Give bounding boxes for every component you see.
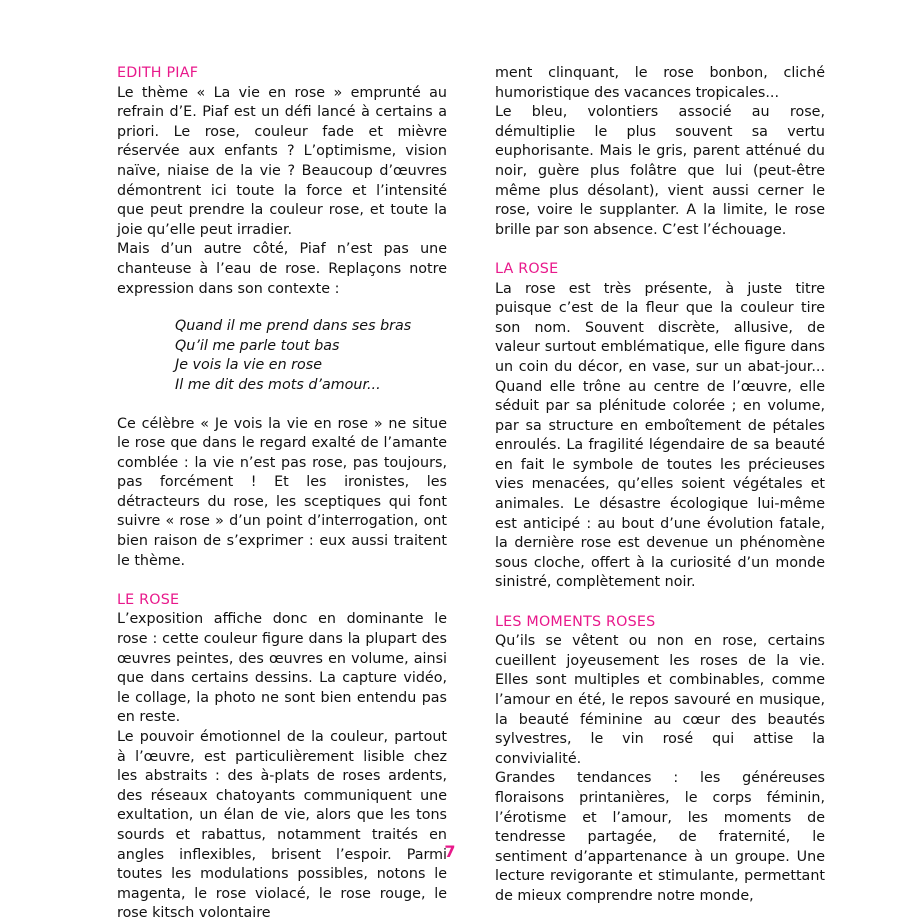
paragraph: Grandes tendances : les généreuses floraisons printanières, le corps féminin, l’érotisme et l’amour, les moments de tendresse partagée, de fraternité, le sentiment d’appartenance à un groupe. Une lecture revigorante et stimulante, permettant de mieux comprendre notre monde, — [495, 770, 825, 904]
paragraph: Qu’ils se vêtent ou non en rose, certains cueillent joyeusement les roses de la vie. Elles sont multiples et combinables, comme l’amour en été, le repos savouré en musique, la beauté féminine au cœur des beautés sylvestres, le vin rosé qui attise la convivialité. — [495, 633, 825, 767]
section-heading-la-rose: LA ROSE — [495, 260, 559, 277]
poem-line: Il me dit des mots d’amour... — [175, 376, 381, 393]
poem-line: Je vois la vie en rose — [175, 357, 323, 374]
left-column — [117, 64, 447, 924]
paragraph: La rose est très présente, à juste titre puisque c’est de la fleur que la couleur tire son nom. Souvent discrète, allusive, de valeur surtout emblématique, elle figure dans un coin du décor, en vase, sur un abat-jour... Quand elle trône au centre de l’œuvre, elle séduit par sa plénitude colorée ; en volume, par sa structure en emboîtement de pétales enroulés. La fragilité légendaire de sa beauté en fait le symbole de toutes les précieuses vies menacées, qu’elles soient végétales et animales. Le désastre écologique lui-même est anticipé : au bout d’une évolution fatale, la dernière rose est devenue un phénomène sous cloche, offert à la curiosité d’un monde sinistré, complètement noir. — [495, 280, 825, 591]
paragraph: Ce célèbre « Je vois la vie en rose » ne situe le rose que dans le regard exalté de l’amante comblée : la vie n’est pas rose, pas toujours, pas forcément ! Et les ironistes, les détracteurs du rose, les sceptiques qui font suivre « rose » d’un point d’interrogation, ont bien raison de s’exprimer : eux aussi traitent le thème. — [117, 415, 447, 569]
page-number: 7 — [444, 842, 456, 861]
section-heading-le-rose: LE ROSE — [117, 591, 180, 608]
paragraph: Le thème « La vie en rose » emprunté au refrain d’E. Piaf est un défi lancé à certains a priori. Le rose, couleur fade et mièvre réservée aux enfants ? L’optimisme, vision naïve, niaise de la vie ? Beaucoup d’œuvres démontrent ici toute la force et l’intensité que peut prendre la couleur rose, et toute la joie qu’elle peut irradier. — [117, 84, 447, 238]
paragraph: Le bleu, volontiers associé au rose, démultiplie le plus souvent sa vertu euphorisante. Mais le gris, parent atténué du noir, guère plus folâtre que lui (peut-être même plus désolant), vient aussi cerner le rose, voire le supplanter. A la limite, le rose brille par son absence. C’est l’échouage. — [495, 104, 825, 238]
poem-line: Qu’il me parle tout bas — [175, 337, 340, 354]
paragraph: Mais d’un autre côté, Piaf n’est pas une chanteuse à l’eau de rose. Replaçons notre expression dans son contexte : — [117, 241, 447, 297]
paragraph: L’exposition affiche donc en dominante le rose : cette couleur figure dans la plupart des œuvres peintes, des œuvres en volume, ainsi que dans certains dessins. La capture vidéo, le collage, la photo ne sont bien entendu pas en reste. — [117, 611, 447, 726]
right-column — [495, 64, 825, 907]
poem-line: Quand il me prend dans ses bras — [175, 318, 412, 335]
section-heading-edith-piaf: EDITH PIAF — [117, 65, 199, 81]
paragraph: ment clinquant, le rose bonbon, cliché humoristique des vacances tropicales... — [495, 65, 825, 101]
poem-quote — [175, 317, 447, 395]
paragraph: Le pouvoir émotionnel de la couleur, partout à l’œuvre, est particulièrement lisible chez les abstraits : des à-plats de roses ardents, des réseaux chatoyants communiquent une exultation, un élan de vie, alors que les tons sourds et rabattus, notamment traités en angles inflexibles, brisent l’espoir. Parmi toutes les modulations possibles, notons le magenta, le rose violacé, le rose rouge, le rose kitsch volontaire — [117, 729, 447, 922]
section-heading-les-moments-roses: LES MOMENTS ROSES — [495, 613, 656, 630]
